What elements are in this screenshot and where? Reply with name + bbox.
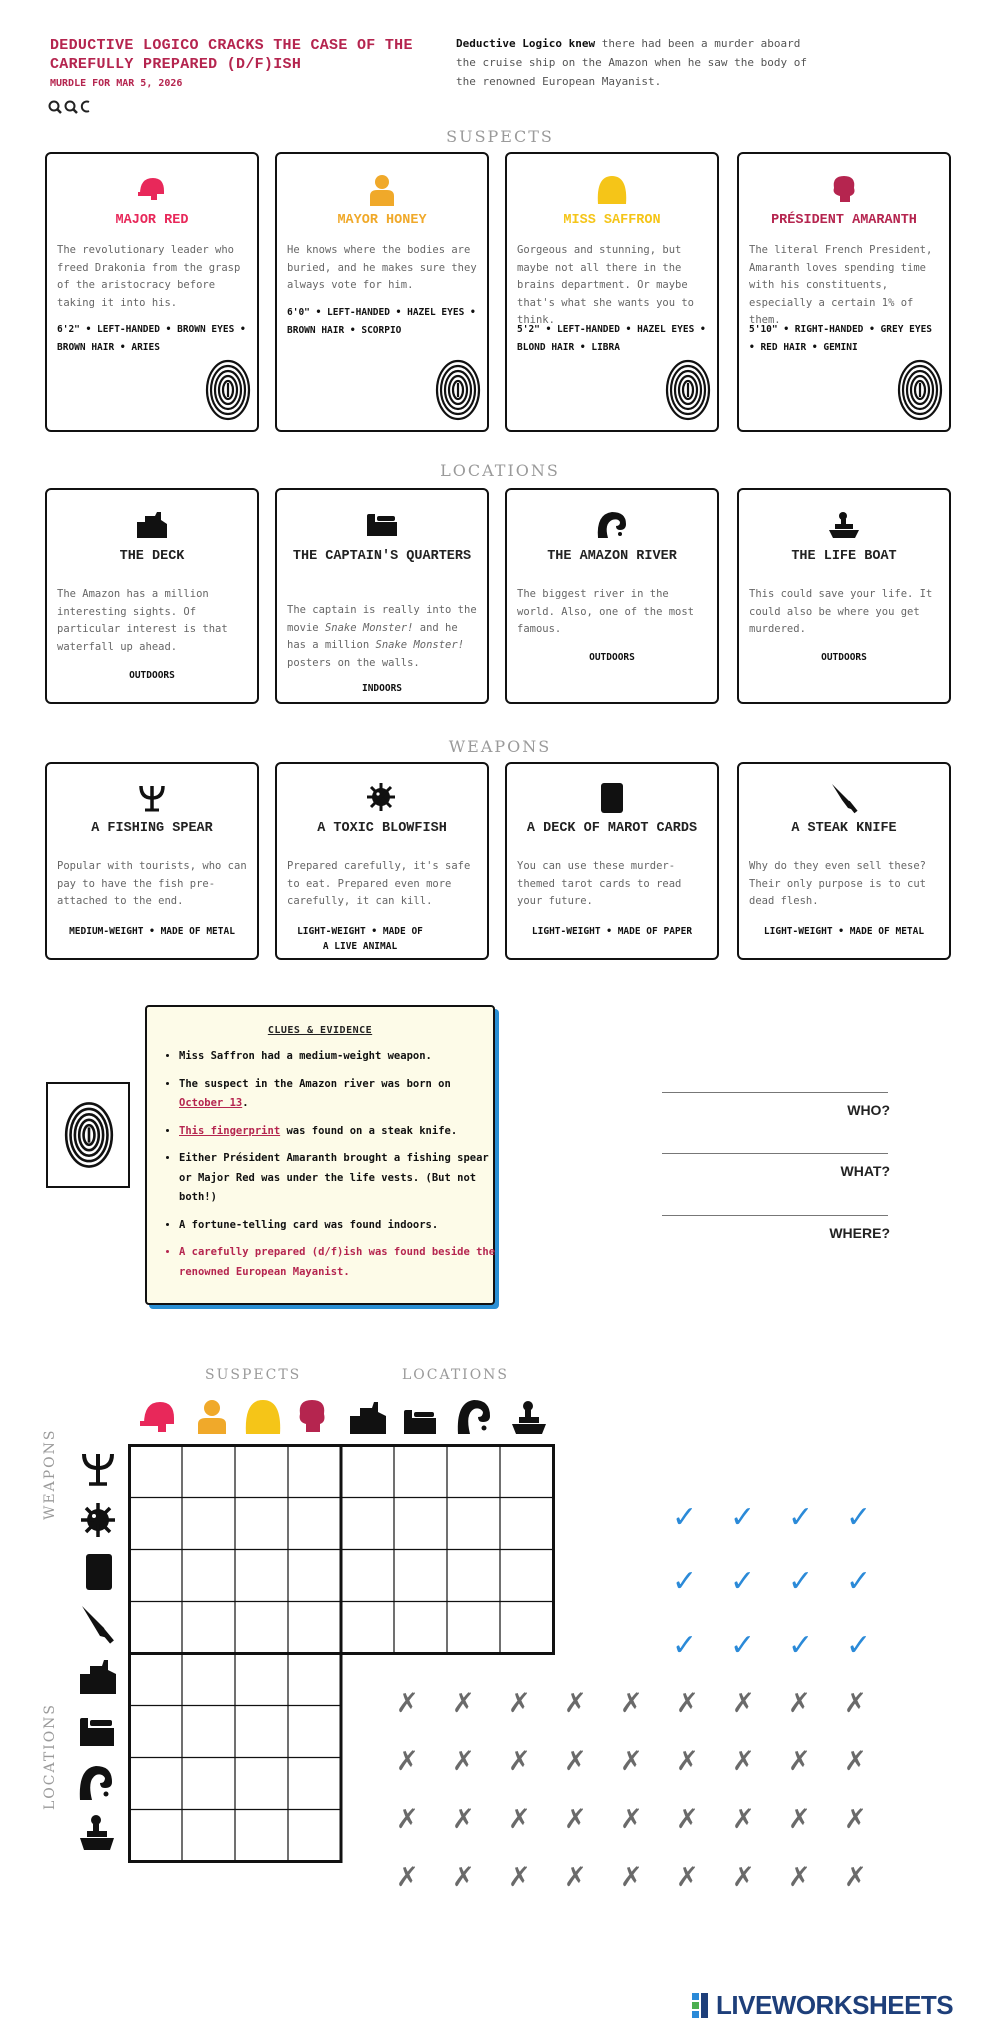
x-mark[interactable]: ✗ xyxy=(676,1746,699,1777)
x-mark[interactable]: ✗ xyxy=(452,1688,475,1719)
card-icon xyxy=(86,1554,112,1590)
weapon-card[interactable] xyxy=(737,762,951,960)
x-mark[interactable]: ✗ xyxy=(564,1746,587,1777)
check-mark[interactable]: ✓ xyxy=(788,1500,814,1535)
location-desc xyxy=(287,602,479,672)
suspect-name: MAJOR RED xyxy=(115,213,189,228)
check-mark[interactable]: ✓ xyxy=(672,1628,698,1663)
location-tag: OUTDOORS xyxy=(589,652,635,663)
intro-text: there had been a murder aboard the cruise ship on the Amazon when he saw the body of the renowned European Mayanist. xyxy=(456,37,807,88)
location-name: THE DECK xyxy=(119,549,185,564)
knife-icon xyxy=(82,1606,112,1642)
blowfish-icon xyxy=(81,1503,115,1537)
weapon-desc: Popular with tourists, who can pay to have the fish pre-attached to the end. xyxy=(57,860,247,907)
head-icon xyxy=(300,1400,325,1432)
x-mark[interactable]: ✗ xyxy=(508,1862,531,1893)
search-icon xyxy=(48,100,98,116)
x-mark[interactable]: ✗ xyxy=(732,1688,755,1719)
suspect-traits: 5'10" • RIGHT-HANDED • GREY EYES • RED HAIR • GEMINI xyxy=(749,324,933,353)
suspects-heading: SUSPECTS xyxy=(446,127,554,146)
suspect-traits: 5'2" • LEFT-HANDED • HAZEL EYES • BLOND HAIR • LIBRA xyxy=(517,324,706,353)
suspect-name: MAYOR HONEY xyxy=(337,213,427,228)
where-answer-line[interactable] xyxy=(662,1215,888,1216)
x-mark[interactable]: ✗ xyxy=(788,1746,811,1777)
location-tag: OUTDOORS xyxy=(821,652,867,663)
bed-icon xyxy=(277,512,487,542)
check-mark[interactable]: ✓ xyxy=(730,1628,756,1663)
suspect-traits: 6'0" • LEFT-HANDED • HAZEL EYES • BROWN HAIR • SCORPIO xyxy=(287,307,476,336)
deck-icon xyxy=(350,1402,386,1434)
weapon-card[interactable] xyxy=(45,762,259,960)
weapon-name: A STEAK KNIFE xyxy=(791,821,897,836)
suspect-card[interactable] xyxy=(737,152,951,432)
who-label: WHO? xyxy=(847,1102,890,1118)
magnifier-icons xyxy=(48,100,98,120)
birthday-link[interactable]: October 13 xyxy=(179,1097,243,1109)
trident-icon xyxy=(47,782,257,816)
x-mark[interactable]: ✗ xyxy=(452,1862,475,1893)
boat-icon xyxy=(80,1815,114,1850)
fingerprint-icon xyxy=(205,359,251,421)
x-mark[interactable]: ✗ xyxy=(788,1804,811,1835)
grid-row-icons xyxy=(78,1448,122,1868)
person-icon xyxy=(277,174,487,210)
x-mark[interactable]: ✗ xyxy=(564,1804,587,1835)
weapon-name: A FISHING SPEAR xyxy=(91,821,213,836)
who-answer-line[interactable] xyxy=(662,1092,888,1093)
fingerprint-link[interactable]: This fingerprint xyxy=(179,1124,281,1137)
knife-icon xyxy=(739,782,949,818)
boat-icon xyxy=(739,510,949,544)
x-mark[interactable]: ✗ xyxy=(620,1746,643,1777)
desc-part: The captain is really into the movie xyxy=(287,604,477,634)
fingerprint-icon xyxy=(64,1101,114,1169)
movie-title: Snake Monster! xyxy=(375,639,465,651)
x-mark[interactable]: ✗ xyxy=(844,1746,867,1777)
check-mark[interactable]: ✓ xyxy=(672,1500,698,1535)
suspect-card[interactable] xyxy=(275,152,489,432)
trident-icon xyxy=(84,1454,112,1484)
suspect-card[interactable] xyxy=(505,152,719,432)
desc-part: posters on the walls. xyxy=(287,656,420,669)
location-desc: This could save your life. It could also be where you get murdered. xyxy=(749,588,933,635)
x-mark[interactable]: ✗ xyxy=(676,1688,699,1719)
deck-icon xyxy=(47,510,257,544)
x-mark[interactable]: ✗ xyxy=(396,1688,419,1719)
check-mark[interactable]: ✓ xyxy=(846,1628,872,1663)
x-mark[interactable]: ✗ xyxy=(732,1804,755,1835)
clue-item: • A fortune-telling card was found indoors. xyxy=(179,1216,501,1236)
movie-title: Snake Monster! xyxy=(324,621,414,634)
helmet-icon xyxy=(47,174,257,208)
location-name: THE CAPTAIN'S QUARTERS xyxy=(292,549,472,564)
clues-title: CLUES & EVIDENCE xyxy=(267,1025,373,1036)
liveworksheets-logo-icon xyxy=(692,1993,714,2019)
weapon-card[interactable] xyxy=(505,762,719,960)
deck-icon xyxy=(80,1660,116,1694)
page-title: DEDUCTIVE LOGICO CRACKS THE CASE OF THE CAREFULLY PREPARED (D/F)ISH xyxy=(50,37,413,73)
evidence-fingerprint xyxy=(46,1082,130,1188)
weapon-tag: LIGHT-WEIGHT • MADE OF PAPER xyxy=(531,926,693,937)
x-mark[interactable]: ✗ xyxy=(564,1688,587,1719)
location-desc: The biggest river in the world. Also, one of the most famous. xyxy=(517,588,695,635)
bed-icon xyxy=(404,1410,436,1434)
x-mark[interactable]: ✗ xyxy=(508,1746,531,1777)
where-label: WHERE? xyxy=(829,1225,890,1241)
clues-list xyxy=(161,1047,501,1290)
card-icon xyxy=(507,782,717,818)
x-mark[interactable]: ✗ xyxy=(620,1862,643,1893)
weapon-name: A DECK OF MAROT CARDS xyxy=(526,821,698,836)
x-mark[interactable]: ✗ xyxy=(452,1746,475,1777)
x-mark[interactable]: ✗ xyxy=(620,1688,643,1719)
x-mark[interactable]: ✗ xyxy=(508,1804,531,1835)
location-card[interactable] xyxy=(275,488,489,704)
grid-suspects-label: SUSPECTS xyxy=(205,1367,302,1383)
weapon-desc: Why do they even sell these? Their only purpose is to cut dead flesh. xyxy=(749,860,927,907)
suspect-traits: 6'2" • LEFT-HANDED • BROWN EYES • BROWN HAIR • ARIES xyxy=(57,324,246,353)
x-mark[interactable]: ✗ xyxy=(452,1804,475,1835)
clue-item-body: • A carefully prepared (d/f)ish was found beside the renowned European Mayanist. xyxy=(179,1243,501,1282)
what-label: WHAT? xyxy=(840,1163,890,1179)
x-mark[interactable]: ✗ xyxy=(788,1862,811,1893)
x-mark[interactable]: ✗ xyxy=(844,1804,867,1835)
x-mark[interactable]: ✗ xyxy=(396,1746,419,1777)
blowfish-icon xyxy=(277,782,487,816)
logic-grid[interactable] xyxy=(128,1444,560,1876)
grid-column-icons xyxy=(140,1394,560,1438)
suspect-name: MISS SAFFRON xyxy=(563,213,661,228)
suspect-desc: Gorgeous and stunning, but maybe not all there in the brains department. Or maybe that's what she wants you to think. xyxy=(517,244,695,326)
clue-text: was found on a steak knife. xyxy=(280,1124,458,1137)
x-mark[interactable]: ✗ xyxy=(732,1862,755,1893)
fingerprint-icon xyxy=(897,359,943,421)
weapon-desc: You can use these murder-themed tarot cards to read your future. xyxy=(517,860,682,907)
x-mark[interactable]: ✗ xyxy=(508,1688,531,1719)
suspect-desc: The literal French President, Amaranth loves spending time with his constituents, especially a certain 1% of them. xyxy=(749,244,933,326)
x-mark[interactable]: ✗ xyxy=(396,1804,419,1835)
x-mark[interactable]: ✗ xyxy=(844,1688,867,1719)
location-card[interactable] xyxy=(505,488,719,704)
weapon-desc: Prepared carefully, it's safe to eat. Prepared even more carefully, it can kill. xyxy=(287,860,471,907)
location-desc: The Amazon has a million interesting sights. Of particular interest is that waterfall up ahead. xyxy=(57,588,228,653)
weapons-heading: WEAPONS xyxy=(448,737,552,756)
location-tag: INDOORS xyxy=(361,683,403,694)
x-mark[interactable]: ✗ xyxy=(788,1688,811,1719)
grid-locations-side-label: LOCATIONS xyxy=(42,1702,58,1810)
check-mark[interactable]: ✓ xyxy=(846,1564,872,1599)
clue-item: • Miss Saffron had a medium-weight weapon. xyxy=(179,1047,501,1067)
x-mark[interactable]: ✗ xyxy=(396,1862,419,1893)
x-mark[interactable]: ✗ xyxy=(676,1804,699,1835)
check-mark[interactable]: ✓ xyxy=(730,1564,756,1599)
check-mark[interactable]: ✓ xyxy=(788,1564,814,1599)
clue-item xyxy=(179,1075,501,1114)
location-card[interactable] xyxy=(737,488,951,704)
bed-icon xyxy=(80,1718,114,1746)
clue-item: • Either Président Amaranth brought a fishing spear or Major Red was under the life vests. (But not both!) xyxy=(179,1149,501,1208)
clues-panel xyxy=(145,1005,495,1305)
check-mark[interactable]: ✓ xyxy=(672,1564,698,1599)
weapon-name: A TOXIC BLOWFISH xyxy=(317,821,447,836)
desc-part: and he has a million xyxy=(287,621,458,651)
person-icon xyxy=(198,1400,226,1434)
hair-icon xyxy=(507,174,717,208)
check-mark[interactable]: ✓ xyxy=(730,1500,756,1535)
x-mark[interactable]: ✗ xyxy=(564,1862,587,1893)
weapon-tag: LIGHT-WEIGHT • MADE OF METAL xyxy=(763,926,925,937)
head-icon xyxy=(739,174,949,208)
story-intro xyxy=(456,34,816,91)
grid-locations-label: LOCATIONS xyxy=(402,1367,510,1383)
clue-text: . xyxy=(242,1097,249,1109)
boat-icon xyxy=(512,1401,546,1434)
check-mark[interactable]: ✓ xyxy=(788,1628,814,1663)
clue-item xyxy=(179,1122,501,1142)
suspect-desc: The revolutionary leader who freed Drakonia from the grasp of the aristocracy before taking it into his. xyxy=(57,244,241,309)
location-card[interactable] xyxy=(45,488,259,704)
wave-icon xyxy=(507,510,717,544)
weapon-tag: LIGHT-WEIGHT • MADE OF A LIVE ANIMAL xyxy=(297,926,423,952)
suspect-name: PRÉSIDENT AMARANTH xyxy=(771,213,917,228)
wave-icon xyxy=(80,1766,112,1800)
hair-icon xyxy=(246,1400,280,1434)
suspect-desc: He knows where the bodies are buried, and he makes sure they always vote for him. xyxy=(287,244,477,291)
brand-wordmark: LIVEWORKSHEETS xyxy=(716,1990,954,2020)
location-name: THE AMAZON RIVER xyxy=(547,549,677,564)
puzzle-date: MURDLE FOR MAR 5, 2026 xyxy=(50,78,183,89)
fingerprint-icon xyxy=(665,359,711,421)
clue-text: The suspect in the Amazon river was born on xyxy=(179,1077,451,1090)
fingerprint-icon xyxy=(435,359,481,421)
wave-icon xyxy=(458,1400,490,1434)
x-mark[interactable]: ✗ xyxy=(732,1746,755,1777)
helmet-icon xyxy=(140,1402,174,1432)
location-name: THE LIFE BOAT xyxy=(791,549,897,564)
weapon-tag: MEDIUM-WEIGHT • MADE OF METAL xyxy=(69,926,235,937)
grid-weapons-label: WEAPONS xyxy=(42,1428,58,1520)
locations-heading: LOCATIONS xyxy=(440,461,560,480)
suspect-card[interactable] xyxy=(45,152,259,432)
intro-bold: Deductive Logico knew xyxy=(456,37,596,50)
weapon-card[interactable] xyxy=(275,762,489,960)
check-mark[interactable]: ✓ xyxy=(846,1500,872,1535)
x-mark[interactable]: ✗ xyxy=(676,1862,699,1893)
what-answer-line[interactable] xyxy=(662,1153,888,1154)
location-tag: OUTDOORS xyxy=(129,670,175,681)
x-mark[interactable]: ✗ xyxy=(844,1862,867,1893)
x-mark[interactable]: ✗ xyxy=(620,1804,643,1835)
